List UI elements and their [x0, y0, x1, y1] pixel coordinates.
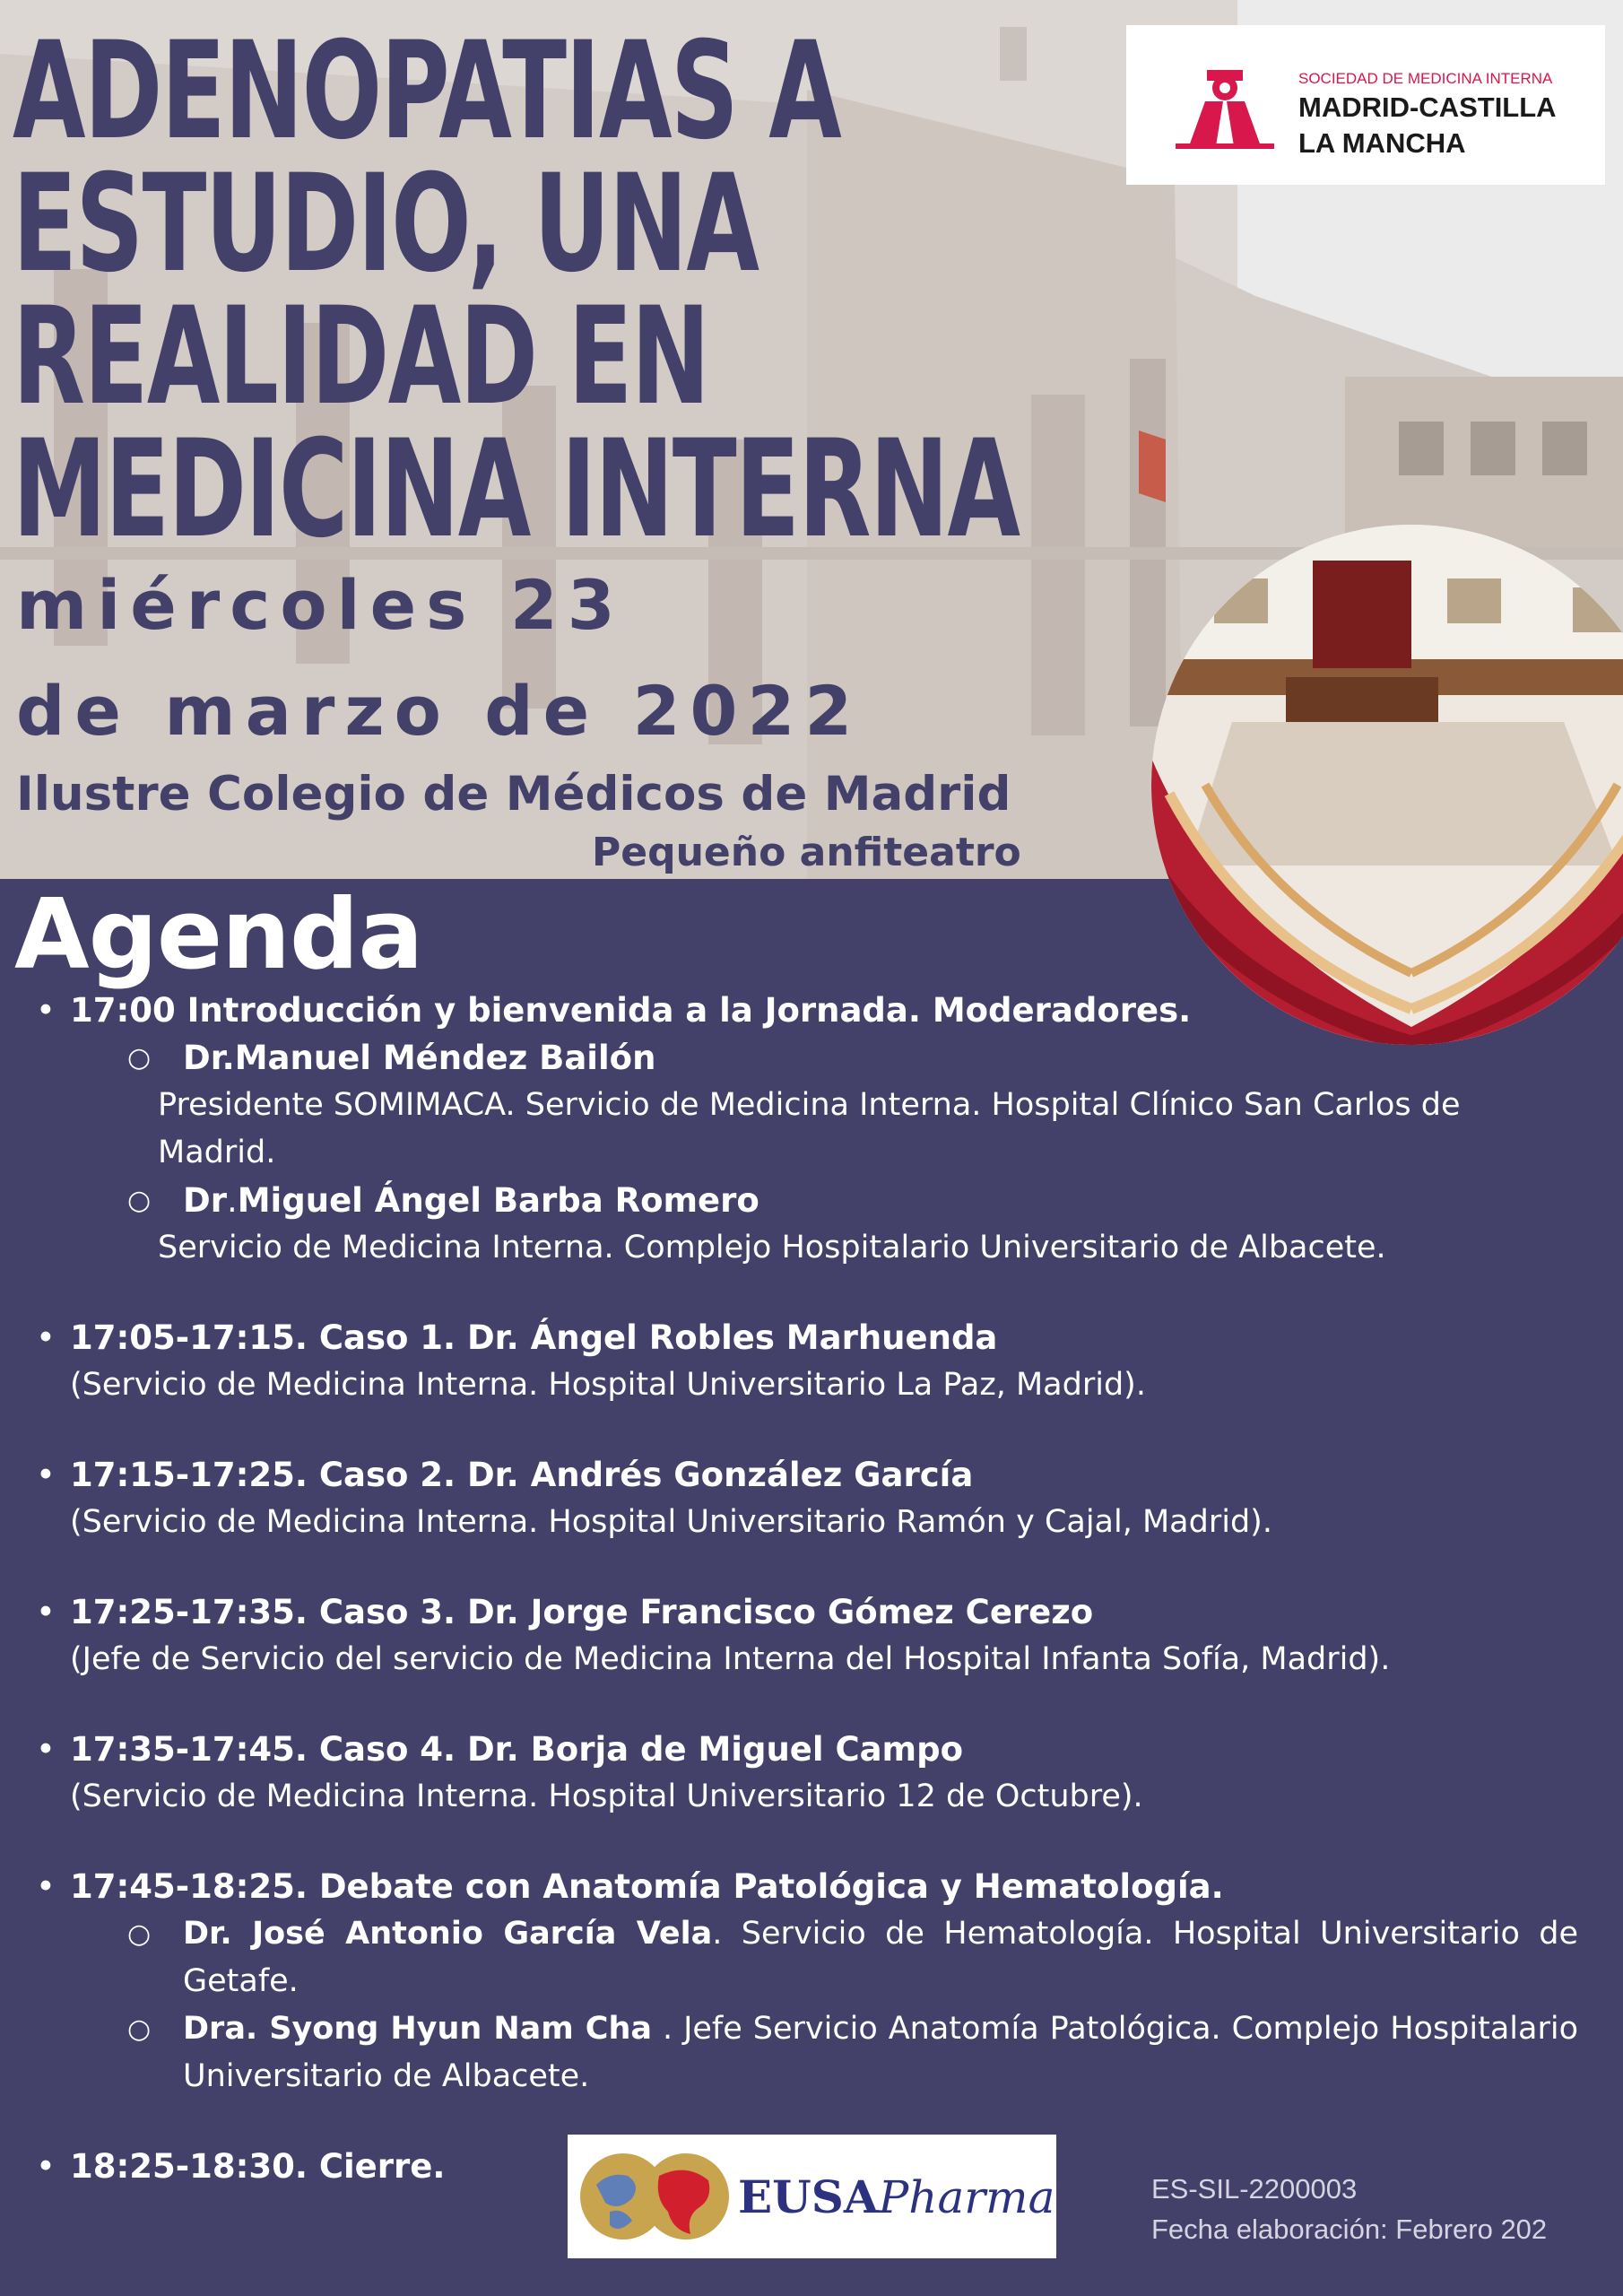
moderator-2 — [127, 1177, 1578, 1224]
society-logo — [1126, 25, 1605, 185]
sponsor-name-part-2: Pharma — [878, 2171, 1055, 2223]
debate-speaker-1 — [127, 1910, 1578, 2005]
moderator-2-name: Miguel Ángel Barba Romero — [237, 1181, 759, 1220]
debate-speaker-2-info: . Jefe Servicio Anatomía Patológica. Complejo Hospitalario Universitario de Albacete. — [183, 2011, 1578, 2094]
bullet-icon: • — [36, 1318, 56, 1357]
document-code-block — [1151, 2169, 1547, 2249]
agenda-item-title: 17:00 Introducción y bienvenida a la Jornada. Moderadores. — [70, 991, 1192, 1030]
circle-bullet-icon: ○ — [127, 1185, 152, 1216]
moderator-2-name-dot: . — [226, 1181, 238, 1220]
agenda-item-info: (Servicio de Medicina Interna. Hospital Universitario Ramón y Cajal, Madrid). — [70, 1504, 1272, 1540]
agenda-item-case-2 — [36, 1451, 1578, 1546]
agenda-title: Agenda — [14, 879, 423, 991]
circle-bullet-icon: ○ — [127, 1042, 152, 1074]
agenda-list — [36, 987, 1578, 2190]
agenda-item-title: 18:25-18:30. Cierre. — [70, 2147, 446, 2186]
event-date-line-1: miércoles 23 — [16, 565, 625, 645]
agenda-item-info: (Servicio de Medicina Interna. Hospital Universitario La Paz, Madrid). — [70, 1367, 1146, 1403]
circle-bullet-icon: ○ — [127, 1918, 152, 1950]
bullet-icon: • — [36, 1730, 56, 1769]
circle-bullet-icon: ○ — [127, 2013, 152, 2045]
event-title: ADENOPATIAS A ESTUDIO, UNA REALIDAD EN MEDICINA INTERNA — [13, 13, 1020, 568]
agenda-item-case-1 — [36, 1314, 1578, 1409]
agenda-item-debate — [36, 1863, 1578, 2100]
bullet-icon: • — [36, 2147, 56, 2186]
event-venue-room: Pequeño anfiteatro — [592, 830, 1021, 875]
logo-line-1: MADRID-CASTILLA — [1298, 91, 1557, 123]
moderator-1-info: Presidente SOMIMACA. Servicio de Medicina Interna. Hospital Clínico San Carlos de Madrid. — [158, 1087, 1461, 1170]
agenda-item-title: 17:35-17:45. Caso 4. Dr. Borja de Miguel Campo — [70, 1730, 964, 1769]
document-code: ES-SIL-2200003 — [1151, 2173, 1358, 2205]
agenda-item-title: 17:15-17:25. Caso 2. Dr. Andrés González García — [70, 1456, 974, 1494]
debate-speaker-2-name: Dra. Syong Hyun Nam Cha — [183, 2011, 652, 2047]
preparation-date: Fecha elaboración: Febrero 202 — [1151, 2213, 1548, 2245]
bullet-icon: • — [36, 991, 56, 1030]
agenda-item-title: 17:25-17:35. Caso 3. Dr. Jorge Francisco Gómez Cerezo — [70, 1593, 1094, 1631]
agenda-item-title: 17:05-17:15. Caso 1. Dr. Ángel Robles Marhuenda — [70, 1318, 998, 1357]
agenda-item-introduction — [36, 987, 1578, 1272]
sponsor-logo — [568, 2135, 1056, 2258]
event-date-line-2: de marzo de 2022 — [16, 671, 863, 751]
bullet-icon: • — [36, 1593, 56, 1631]
society-logo-icon — [1171, 61, 1279, 151]
logo-small-text: SOCIEDAD DE MEDICINA INTERNA — [1298, 70, 1553, 87]
moderator-2-name-prefix: Dr — [183, 1181, 227, 1220]
moderator-1-name: Dr.Manuel Méndez Bailón — [183, 1039, 656, 1077]
globe-icon — [578, 2149, 731, 2244]
sponsor-name-part-1: EUSA — [738, 2170, 879, 2223]
event-venue: Ilustre Colegio de Médicos de Madrid — [16, 767, 1011, 822]
agenda-item-case-4 — [36, 1726, 1578, 1821]
moderator-1 — [127, 1034, 1578, 1082]
debate-speaker-2 — [127, 2005, 1578, 2100]
debate-speaker-1-info: . Servicio de Hematología. Hospital Universitario de Getafe. — [183, 1916, 1579, 1999]
bullet-icon: • — [36, 1456, 56, 1494]
debate-speaker-1-name: Dr. José Antonio García Vela — [183, 1916, 713, 1952]
agenda-item-info: (Jefe de Servicio del servicio de Medicina Interna del Hospital Infanta Sofía, Madrid). — [70, 1641, 1391, 1677]
logo-line-2: LA MANCHA — [1298, 127, 1466, 159]
bullet-icon: • — [36, 1867, 56, 1906]
agenda-item-title: 17:45-18:25. Debate con Anatomía Patológica y Hematología. — [70, 1867, 1224, 1906]
agenda-item-case-3 — [36, 1588, 1578, 1683]
agenda-item-info: (Servicio de Medicina Interna. Hospital Universitario 12 de Octubre). — [70, 1779, 1143, 1814]
sponsor-name — [738, 2170, 1055, 2223]
moderator-2-info: Servicio de Medicina Interna. Complejo Hospitalario Universitario de Albacete. — [158, 1230, 1386, 1265]
